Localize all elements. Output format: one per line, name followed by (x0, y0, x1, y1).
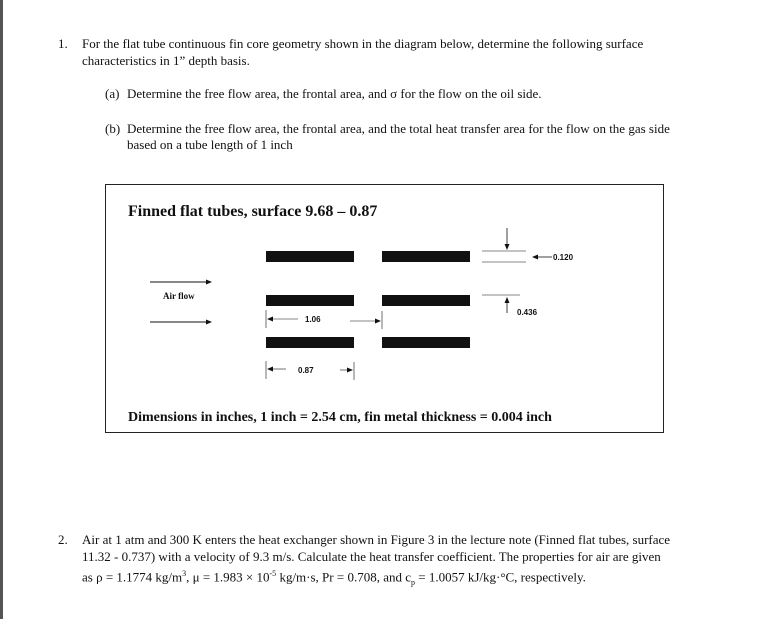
question-2-line-2: 11.32 - 0.737) with a velocity of 9.3 m/s. Calculate the heat transfer coefficient. The properties for air are given (82, 549, 661, 564)
tube (382, 295, 470, 306)
question-1b-label: (b) (105, 121, 121, 136)
question-1-line-2: characteristics in 1” depth basis. (82, 53, 250, 68)
tube (382, 251, 470, 262)
cp-rest-text: = 1.0057 kJ/kg·°C, respectively. (414, 569, 586, 585)
question-2-line-3 (82, 565, 670, 591)
figure-title: Finned flat tubes, surface 9.68 – 0.87 (128, 203, 378, 220)
tube (266, 295, 354, 306)
dimension-087 (266, 361, 354, 380)
rho-text: as ρ = 1.1774 kg/m (82, 569, 183, 585)
question-2-number: 2. (58, 532, 68, 547)
air-flow-label: Air flow (163, 291, 195, 301)
tube (382, 337, 470, 348)
fin-diagram (106, 185, 665, 434)
question-1a-text: Determine the free flow area, the frontal area, and σ for the flow on the oil side. (127, 86, 542, 101)
question-1b-line-2: based on a tube length of 1 inch (127, 137, 293, 152)
dimension-106 (266, 310, 382, 329)
fin-geometry-figure (105, 184, 664, 433)
mu-unit-text: kg/m·s, Pr = 0.708, and c (276, 569, 411, 585)
question-2-line-1: Air at 1 atm and 300 K enters the heat exchanger shown in Figure 3 in the lecture note (Finned flat tubes, surface (82, 532, 671, 547)
dimension-label-106: 1.06 (305, 315, 321, 324)
dimension-label-0436: 0.436 (517, 308, 538, 317)
mu-text: , μ = 1.983 × 10 (186, 569, 270, 585)
question-1-number: 1. (58, 36, 68, 51)
dimension-label-087: 0.87 (298, 366, 314, 375)
page-left-edge (0, 0, 3, 619)
question-1-line-1: For the flat tube continuous fin core geometry shown in the diagram below, determine the following surface (82, 36, 644, 51)
dimension-label-0120: 0.120 (553, 253, 574, 262)
question-1a-label: (a) (105, 86, 120, 101)
dimension-0436 (482, 295, 538, 317)
rho-exponent: 3 (182, 569, 187, 578)
question-1b-text (127, 121, 670, 153)
question-2-text (82, 531, 670, 591)
tube (266, 251, 354, 262)
figure-caption: Dimensions in inches, 1 inch = 2.54 cm, fin metal thickness = 0.004 inch (128, 410, 552, 425)
dimension-0120 (482, 228, 574, 262)
cp-subscript: p (410, 577, 415, 587)
question-1-text (82, 35, 643, 69)
air-flow-arrow-icon (150, 280, 212, 285)
question-1b-line-1: Determine the free flow area, the frontal area, and the total heat transfer area for the flow on the gas side (127, 121, 670, 136)
air-flow-arrow-icon (150, 320, 212, 325)
tube (266, 337, 354, 348)
mu-exponent: -5 (269, 569, 277, 578)
